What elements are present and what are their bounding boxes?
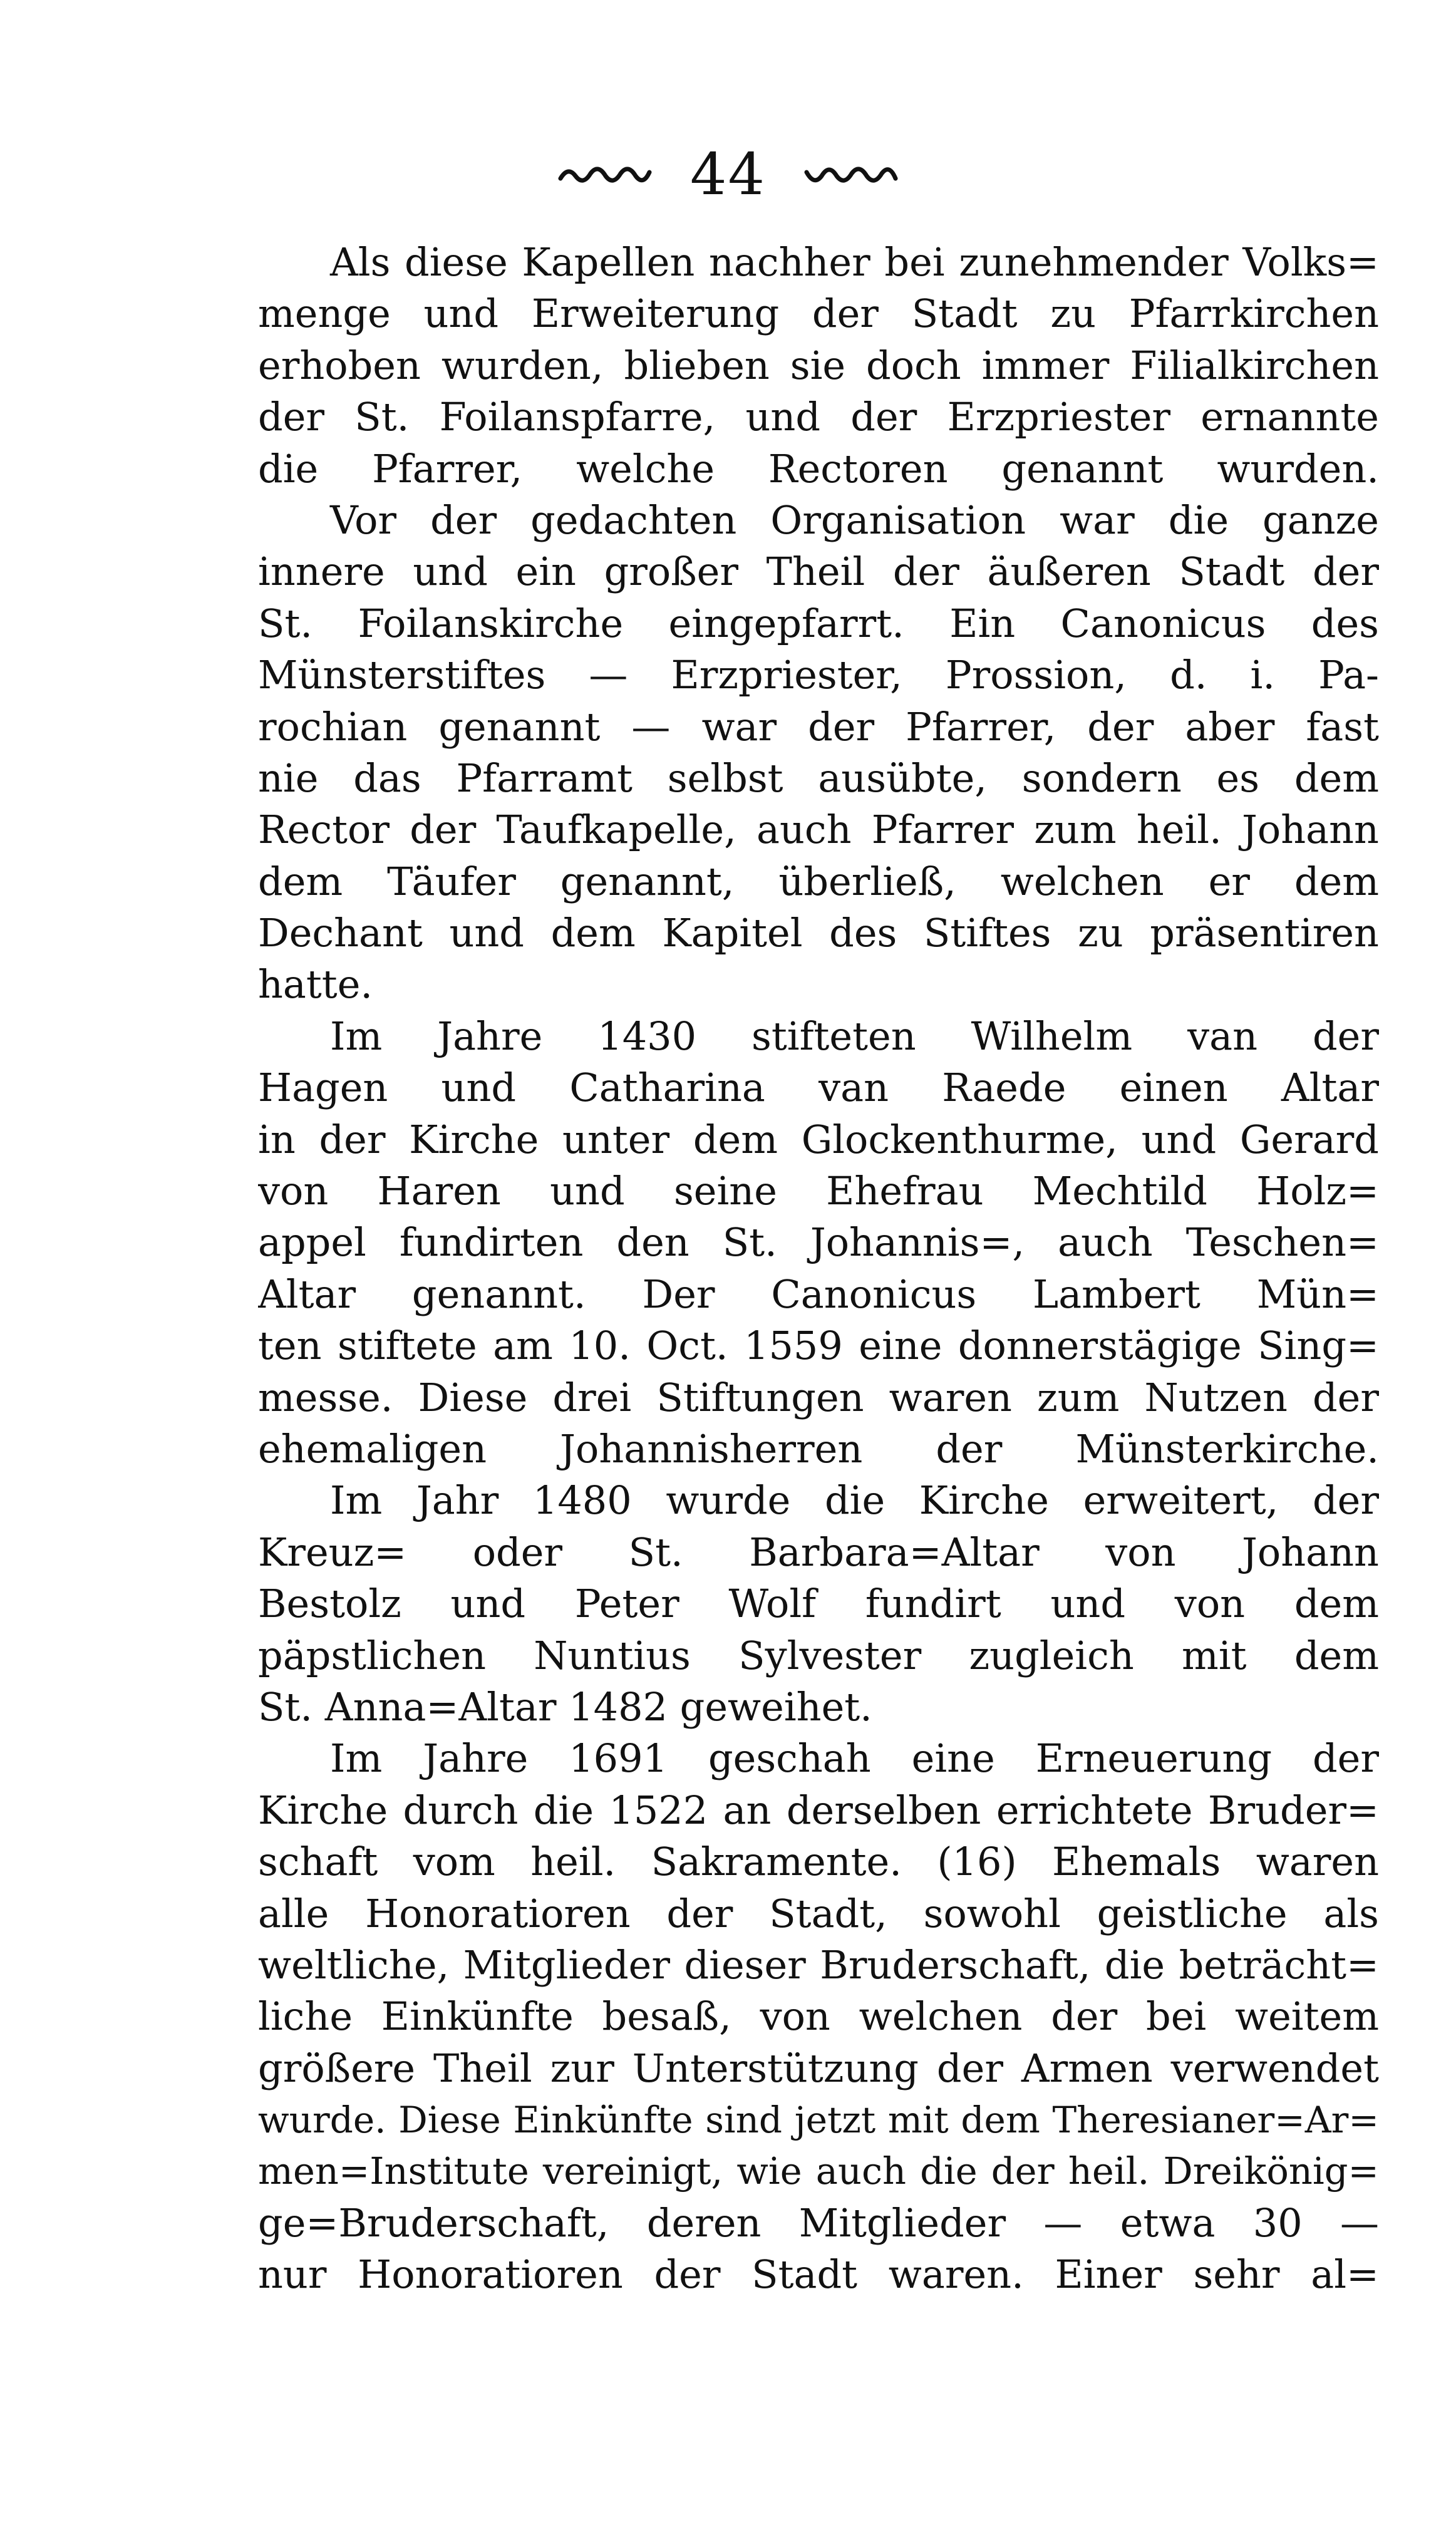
text-line: rochian genannt — war der Pfarrer, der aber fast (258, 703, 1379, 750)
page-header (0, 133, 1456, 212)
text-line: der St. Foilanspfarre, und der Erzpriester ernannte (258, 394, 1379, 440)
text-line: die Pfarrer, welche Rectoren genannt wurden. (258, 445, 1379, 492)
text-line: St. Foilanskirche eingepfarrt. Ein Canonicus des (258, 600, 1379, 646)
text-line: St. Anna=Altar 1482 geweihet. (258, 1683, 872, 1730)
text-line: päpstlichen Nuntius Sylvester zugleich mit dem (258, 1632, 1379, 1678)
text-line: alle Honoratioren der Stadt, sowohl geistliche als (258, 1890, 1379, 1936)
text-line: Vor der gedachten Organisation war die ganze (330, 497, 1379, 543)
text-line: Rector der Taufkapelle, auch Pfarrer zum heil. Johann (258, 807, 1379, 853)
text-line: innere und ein großer Theil der äußeren Stadt der (258, 549, 1379, 595)
text-line: Kreuz= oder St. Barbara=Altar von Johann (258, 1529, 1379, 1575)
text-line: appel fundirten den St. Johannis=, auch Teschen= (258, 1219, 1379, 1266)
text-line: Im Jahre 1691 geschah eine Erneuerung der (330, 1735, 1379, 1782)
text-line: erhoben wurden, blieben sie doch immer Filialkirchen (258, 342, 1379, 388)
text-line: Münsterstiftes — Erzpriester, Prossion, d. i. Pa- (258, 652, 1379, 698)
text-line: ge=Bruderschaft, deren Mitglieder — etwa 30 — (258, 2199, 1379, 2246)
text-line: nie das Pfarramt selbst ausübte, sondern es dem (258, 755, 1379, 801)
text-line: weltliche, Mitglieder dieser Bruderschaft, die beträcht= (258, 1941, 1379, 1988)
text-line: Bestolz und Peter Wolf fundirt und von dem (258, 1581, 1379, 1627)
text-line: Altar genannt. Der Canonicus Lambert Mün= (258, 1271, 1379, 1317)
left-ornament-icon (558, 162, 652, 187)
text-line: men=Institute vereinigt, wie auch die der heil. Dreikönig= (258, 2149, 1379, 2193)
text-line: dem Täufer genannt, überließ, welchen er dem (258, 858, 1379, 904)
page-number: 44 (689, 141, 767, 209)
text-line: messe. Diese drei Stiftungen waren zum Nutzen der (258, 1374, 1379, 1420)
text-line: in der Kirche unter dem Glockenthurme, und Gerard (258, 1116, 1379, 1162)
text-line: Als diese Kapellen nachher bei zunehmender Volks= (330, 239, 1379, 285)
text-line: größere Theil zur Unterstützung der Armen verwendet (258, 2045, 1379, 2091)
text-line: Im Jahr 1480 wurde die Kirche erweitert, der (330, 1477, 1379, 1524)
text-line: Hagen und Catharina van Raede einen Altar (258, 1065, 1379, 1111)
text-line: von Haren und seine Ehefrau Mechtild Holz= (258, 1168, 1379, 1214)
body-text (258, 237, 1379, 2301)
text-line: Kirche durch die 1522 an derselben errichtete Bruder= (258, 1787, 1379, 1833)
text-line: menge und Erweiterung der Stadt zu Pfarrkirchen (258, 291, 1379, 337)
text-line: liche Einkünfte besaß, von welchen der bei weitem (258, 1993, 1379, 2040)
text-line: ehemaligen Johannisherren der Münsterkirche. (258, 1425, 1379, 1472)
text-line: nur Honoratioren der Stadt waren. Einer sehr al= (258, 2251, 1379, 2298)
text-line: Im Jahre 1430 stifteten Wilhelm van der (330, 1013, 1379, 1059)
text-line: Dechant und dem Kapitel des Stiftes zu präsentiren (258, 910, 1379, 956)
text-line: wurde. Diese Einkünfte sind jetzt mit dem Theresianer=Ar= (258, 2099, 1379, 2142)
right-ornament-icon (804, 162, 898, 187)
text-line: hatte. (258, 961, 373, 1008)
text-line: schaft vom heil. Sakramente. (16) Ehemals waren (258, 1839, 1379, 1885)
text-line: ten stiftete am 10. Oct. 1559 eine donnerstägige Sing= (258, 1323, 1379, 1369)
